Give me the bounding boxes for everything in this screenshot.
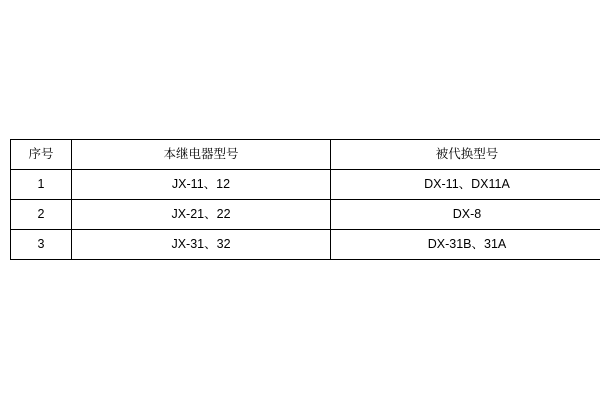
cell-relay-model: JX-21、22 [72,200,331,230]
cell-replaced-model: DX-31B、31A [331,230,600,260]
cell-relay-model: JX-31、32 [72,230,331,260]
table-row [11,170,600,200]
column-header-replaced-model: 被代换型号 [331,140,600,170]
relay-replacement-table [10,139,600,260]
table-row [11,230,600,260]
cell-sequence: 3 [11,230,72,260]
cell-relay-model: JX-11、12 [72,170,331,200]
cell-sequence: 1 [11,170,72,200]
cell-replaced-model: DX-11、DX11A [331,170,600,200]
spec-table-container [10,139,590,260]
column-header-sequence: 序号 [11,140,72,170]
cell-replaced-model: DX-8 [331,200,600,230]
table-row [11,200,600,230]
cell-sequence: 2 [11,200,72,230]
column-header-relay-model: 本继电器型号 [72,140,331,170]
table-header-row [11,140,600,170]
